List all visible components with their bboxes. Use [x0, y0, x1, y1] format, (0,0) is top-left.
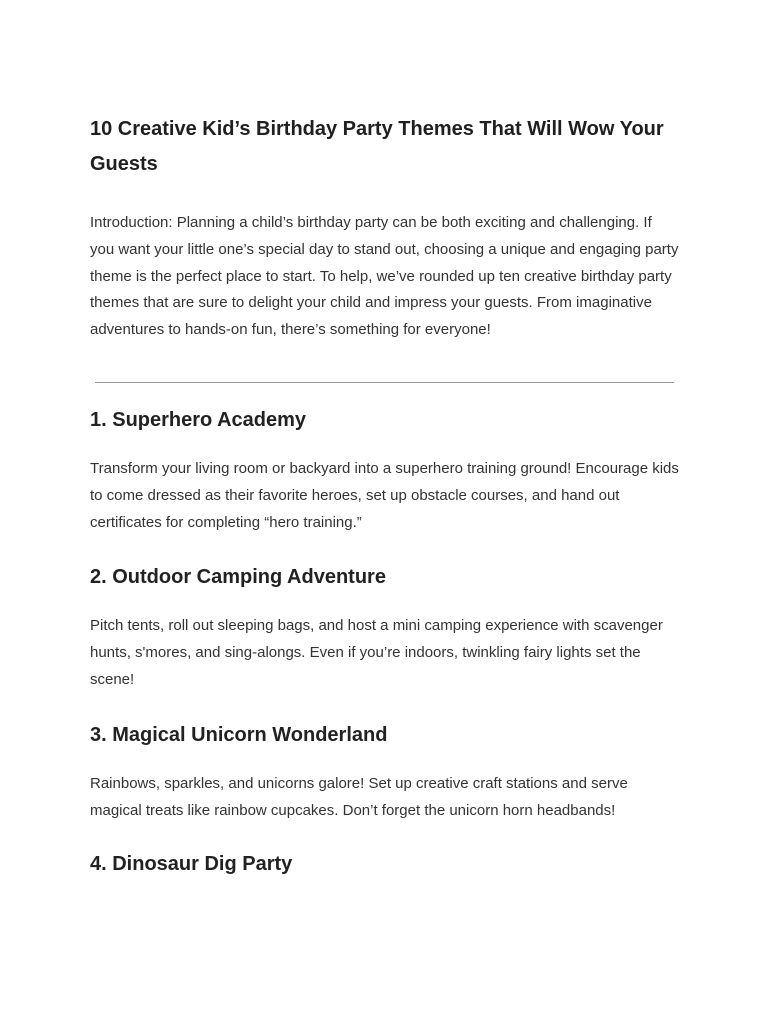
- page-title: 10 Creative Kid’s Birthday Party Themes That Will Wow Your Guests: [90, 118, 664, 175]
- section-text-unicorn: Rainbows, sparkles, and unicorns galore! Set up creative craft stations and serve magical treats like rainbow cupcakes. Don’t forget the unicorn horn headbands!: [90, 774, 628, 819]
- section-text-superhero: Transform your living room or backyard into a superhero training ground! Encourage kids to come dressed as their favorite heroes, set up obstacle courses, and hand out certificates for completing “hero training.”: [90, 459, 679, 531]
- section-heading-superhero: 1. Superhero Academy: [90, 408, 307, 431]
- section-heading-unicorn: 3. Magical Unicorn Wonderland: [90, 723, 388, 746]
- section-divider: [95, 382, 674, 383]
- section-heading-dinosaur: 4. Dinosaur Dig Party: [90, 853, 293, 876]
- document-page: [90, 112, 680, 878]
- intro-paragraph: Introduction: Planning a child’s birthday party can be both exciting and challenging. If you want your little one’s special day to stand out, choosing a unique and engaging party theme is the perfect place to start. To help, we’ve rounded up ten creative birthday party themes that are sure to delight your child and impress your guests. From imaginative adventures to hands-on fun, there’s something for everyone!: [90, 214, 679, 339]
- section-text-camping: Pitch tents, roll out sleeping bags, and host a mini camping experience with scavenger hunts, s'mores, and sing-alongs. Even if you’re indoors, twinkling fairy lights set the scene!: [90, 617, 663, 688]
- section-heading-camping: 2. Outdoor Camping Adventure: [90, 566, 386, 589]
